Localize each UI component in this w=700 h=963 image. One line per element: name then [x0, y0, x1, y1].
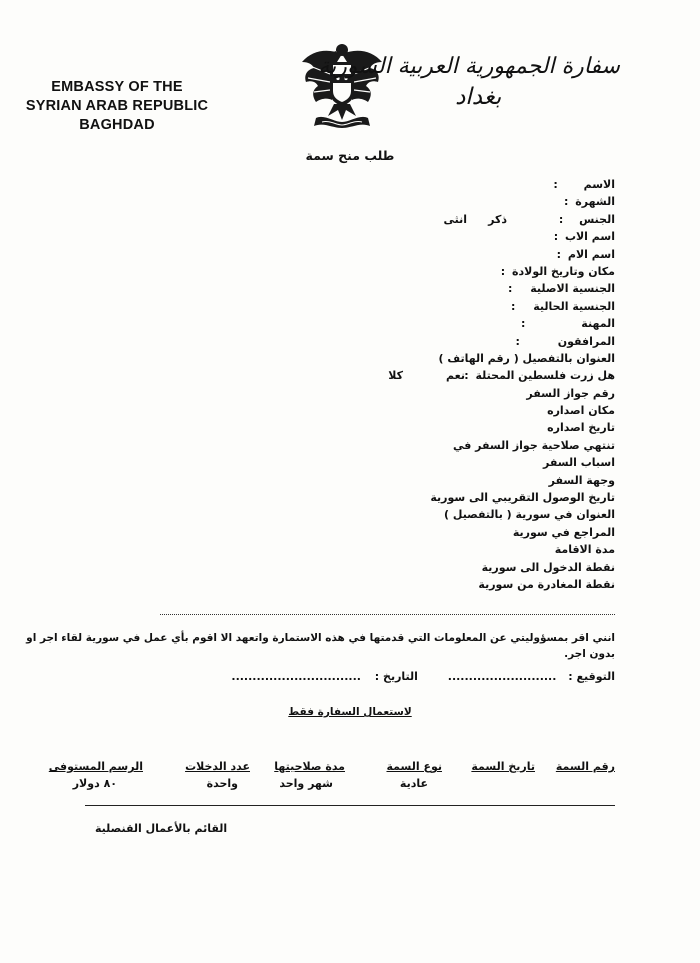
ar-embassy-name: سفارة الجمهورية العربية السورية — [318, 54, 620, 79]
field-companions-label: المرافقون — [557, 334, 615, 348]
date-field[interactable]: ............................... — [231, 670, 361, 683]
ar-city-name: بغداد — [455, 84, 502, 110]
consular-charge-signature: القائم بالأعمال القنصلية — [95, 822, 228, 835]
field-issue-date — [195, 419, 615, 436]
field-stay-duration — [195, 541, 615, 558]
palestine-yes-option[interactable]: نعم — [446, 369, 465, 383]
sex-female-option[interactable]: انثى — [443, 212, 467, 226]
declaration-text: انني اقر بمسؤوليتي عن المعلومات التي قدمتها في هذه الاستمارة واتعهد الا اقوم بأي عمل في سورية لقاء اجر او بدون اجر. — [26, 632, 615, 660]
field-original-nationality-label: الجنسية الاصلية — [530, 282, 615, 296]
field-issue-place-label: مكان اصداره — [547, 404, 615, 418]
field-current-nationality: الجنسية الحالية : — [510, 299, 615, 313]
visa-entries-value: واحدة — [206, 777, 238, 790]
visa-fee-value: ٨٠ دولار — [72, 777, 117, 790]
field-name-label: الاسم — [583, 178, 615, 191]
signature-field[interactable]: .......................... — [447, 670, 557, 683]
signature-label: التوقيع : — [568, 670, 615, 683]
field-arrival-date-label: تاريخ الوصول التقريبي الى سورية — [430, 491, 615, 505]
field-father-name-label: اسم الاب — [564, 230, 615, 244]
field-sex: الجنس : ذكر انثى — [195, 211, 615, 228]
visa-validity-value: شهر واحد — [279, 777, 333, 790]
en-header-line-3: BAGHDAD — [79, 117, 155, 133]
field-arrival-date — [195, 489, 615, 506]
en-header-line-1: EMBASSY OF THE — [51, 79, 183, 95]
field-travel-reasons — [195, 454, 615, 471]
table-bottom-rule — [85, 805, 615, 806]
visa-col-number-header: رقم السمة — [555, 760, 615, 773]
visa-col-type-header: نوع السمة — [386, 760, 442, 773]
form-title: طلب منح سمة — [305, 148, 395, 163]
field-travel-destination-label: وجهة السفر — [548, 473, 615, 487]
field-birth-place-date: مكان وتاريخ الولادة : — [500, 264, 615, 278]
dotted-divider — [160, 614, 615, 615]
field-syria-address — [195, 506, 615, 523]
field-exit-point — [195, 576, 615, 593]
field-visited-palestine: هل زرت فلسطين المحتلة : نعم كلا — [195, 367, 615, 384]
field-surname: الشهرة : — [564, 195, 615, 209]
sex-male-option[interactable]: ذكر — [488, 212, 507, 226]
field-passport-no-label: رقم جواز السفر — [526, 386, 615, 400]
field-passport-expiry-label: تنتهي صلاحية جواز السفر في — [452, 438, 615, 452]
signature-row — [95, 670, 615, 683]
field-sex-label: الجنس — [579, 212, 615, 226]
embassy-english-header — [22, 78, 212, 135]
application-fields — [195, 176, 615, 593]
field-mother-name: اسم الام : — [556, 247, 615, 261]
field-entry-point-label: نقطة الدخول الى سورية — [481, 560, 615, 574]
field-name: الاسم : — [553, 178, 615, 191]
field-syria-references — [195, 524, 615, 541]
palestine-no-option[interactable]: كلا — [388, 369, 403, 383]
date-label: التاريخ : — [374, 670, 418, 683]
field-passport-expiry — [195, 437, 615, 454]
field-passport-no — [195, 385, 615, 402]
field-mother-name-label: اسم الام — [567, 247, 615, 261]
en-header-line-2: SYRIAN ARAB REPUBLIC — [25, 98, 209, 114]
field-profession-label: المهنة — [581, 317, 615, 331]
visa-col-date-header: تاريخ السمة — [471, 760, 535, 773]
visa-col-validity-header: مدة صلاحيتها — [274, 760, 345, 773]
field-father-name: اسم الاب : — [553, 230, 615, 244]
field-surname-label: الشهرة — [575, 195, 615, 209]
field-travel-destination — [195, 472, 615, 489]
field-exit-point-label: نقطة المغادرة من سورية — [478, 577, 615, 591]
field-birth-place-date-label: مكان وتاريخ الولادة — [511, 264, 615, 278]
field-entry-point — [195, 559, 615, 576]
visa-type-value: عادية — [399, 777, 428, 790]
field-address — [195, 350, 615, 367]
field-issue-date-label: تاريخ اصداره — [547, 421, 615, 435]
embassy-use-only-heading: لاستعمال السفارة فقط — [288, 706, 412, 718]
field-profession: المهنة : — [521, 317, 615, 331]
visa-col-fee-header: الرسم المستوفى — [48, 760, 143, 773]
field-companions: المرافقون : — [515, 334, 615, 348]
field-original-nationality: الجنسية الاصلية : — [508, 282, 615, 296]
field-current-nationality-label: الجنسية الحالية — [533, 299, 615, 313]
field-travel-reasons-label: اسباب السفر — [543, 456, 615, 470]
field-visited-palestine-label: هل زرت فلسطين المحتلة — [475, 369, 615, 383]
field-syria-references-label: المراجع في سورية — [512, 525, 615, 539]
field-address-label: العنوان بالتفصيل ( رقم الهاتف ) — [438, 351, 615, 365]
visa-col-entries-header: عدد الدخلات — [185, 760, 250, 773]
field-stay-duration-label: مدة الاقامة — [554, 543, 615, 557]
field-issue-place — [195, 402, 615, 419]
field-syria-address-label: العنوان في سورية ( بالتفصيل ) — [444, 508, 615, 522]
embassy-arabic-header — [318, 52, 620, 112]
